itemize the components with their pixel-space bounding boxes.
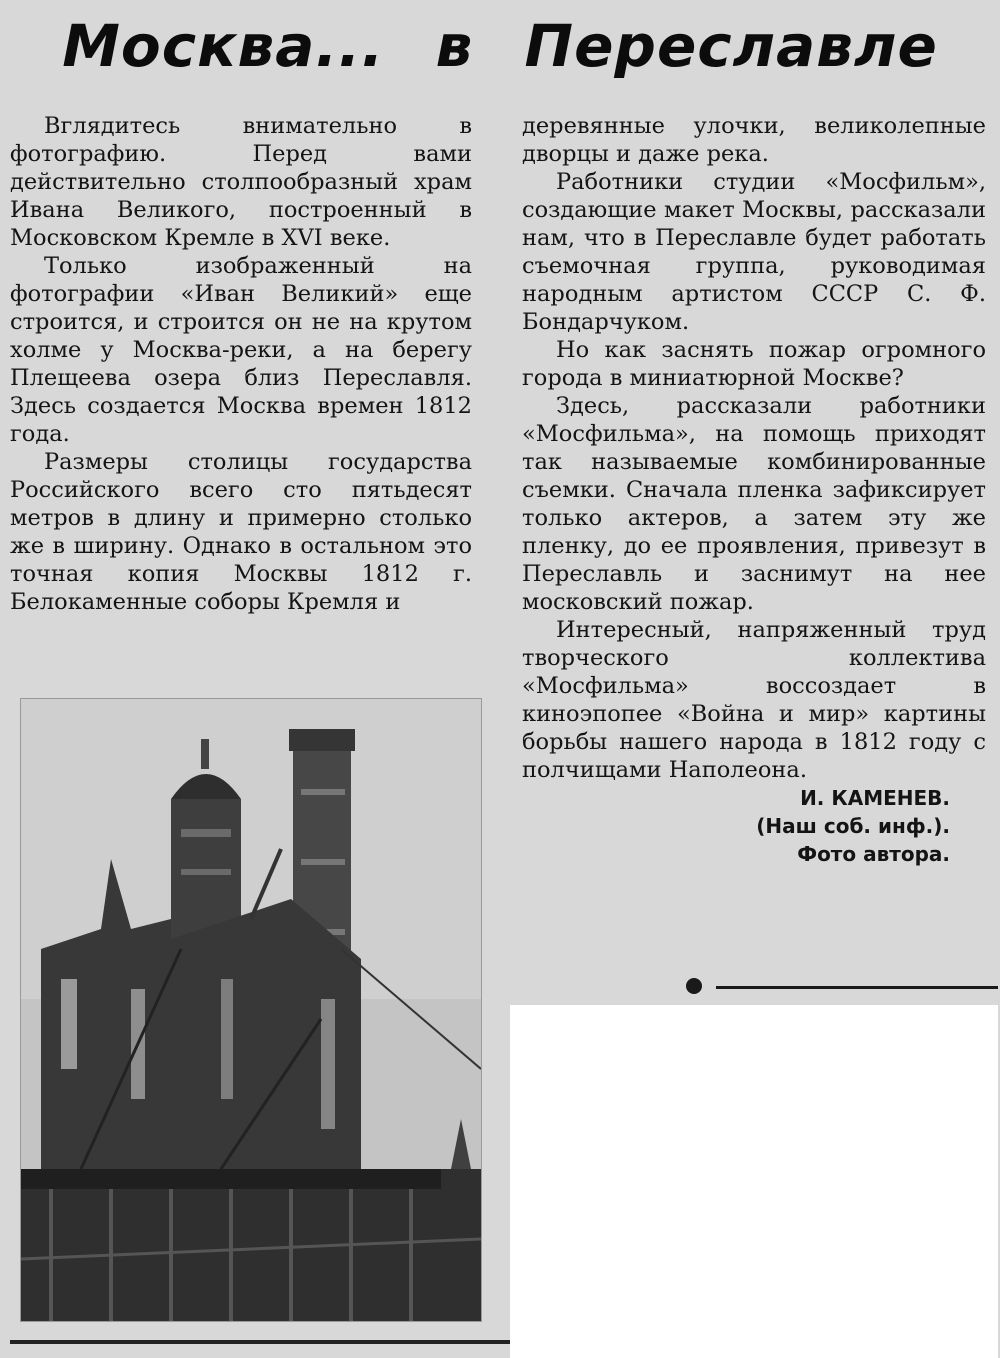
bottom-rule (10, 1340, 510, 1344)
paragraph: Здесь, рассказали работники «Мосфильма», на помощь приходят так называемые комбинированные съемки. Сначала пленка зафиксирует только актеров, а затем эту же пленку, до ее проявления, привезут в Переславль и заснимут на нее московский пожар. (522, 393, 986, 615)
blank-area (510, 1005, 998, 1358)
paragraph: Вглядитесь внимательно в фотографию. Перед вами действительно столпообразный храм Ивана Великого, построенный в Московском Кремле в XVI веке. (10, 113, 472, 251)
paragraph: деревянные улочки, великолепные дворцы и даже река. (522, 113, 986, 167)
right-column (522, 112, 986, 868)
headline: Москва... в Переславле (62, 12, 938, 80)
paragraph: Размеры столицы государства Российского всего сто пятьдесят метров в длину и примерно столько же в ширину. Однако в остальном это точная копия Москвы 1812 г. Белокаменные соборы Кремля и (10, 449, 472, 615)
paragraph: Интересный, напряженный труд творческого коллектива «Мосфильма» воссоздает в киноэпопее «Война и мир» картины борьбы нашего народа в 1812 году с полчищами Наполеона. (522, 617, 986, 783)
source-note: (Наш соб. инф.). (756, 814, 950, 838)
left-column (10, 112, 472, 616)
bell-tower-illustration (21, 699, 481, 1321)
paragraph: Только изображенный на фотографии «Иван Великий» еще строится, и строится он не на крутом холме у Москва-реки, а на берегу Плещеева озера близ Переславля. Здесь создается Москва времен 1812 года. (10, 253, 472, 447)
separator-dot (686, 978, 702, 994)
photo-credit: Фото автора. (797, 842, 950, 866)
paragraph: Но как заснять пожар огромного города в миниатюрной Москве? (522, 337, 986, 391)
bell-tower-photo (20, 698, 482, 1322)
separator-line (716, 986, 998, 989)
paragraph: Работники студии «Мосфильм», создающие макет Москвы, рассказали нам, что в Переславле будет работать съемочная группа, руководимая народным артистом СССР С. Ф. Бондарчуком. (522, 169, 986, 335)
author-name: И. КАМЕНЕВ. (800, 786, 950, 810)
